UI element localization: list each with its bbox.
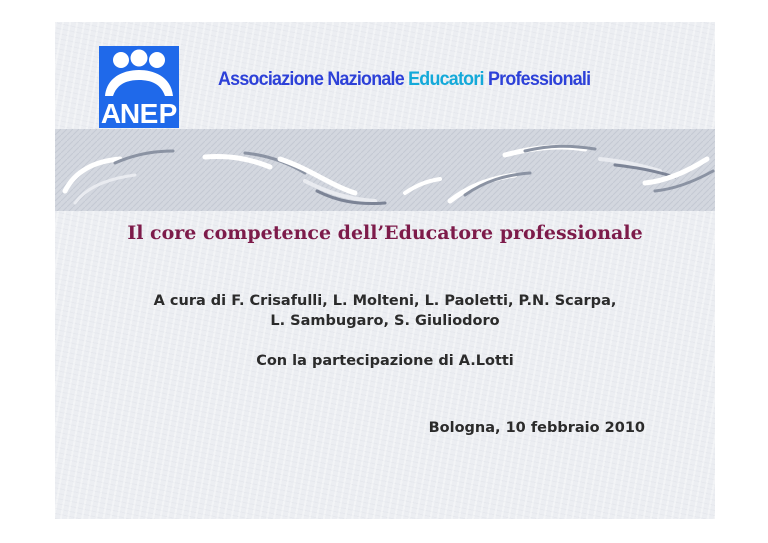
slide (55, 22, 715, 519)
authors-line-1: A cura di F. Crisafulli, L. Molteni, L. Paoletti, P.N. Scarpa, (153, 293, 617, 309)
logo-letter-n: N (119, 98, 141, 128)
org-name-part3: Professionali (483, 69, 591, 90)
logo-letter-a: A (100, 98, 122, 128)
decorative-band (55, 129, 715, 211)
date-place: Bologna, 10 febbraio 2010 (428, 420, 645, 436)
organization-name (218, 69, 590, 91)
logo-letter-e: E (139, 98, 159, 128)
anep-logo (99, 46, 179, 128)
authors-block (55, 291, 715, 331)
org-name-highlight: Educatori (408, 69, 484, 90)
participation-note: Con la partecipazione di A.Lotti (256, 353, 514, 369)
authors-line-2: L. Sambugaro, S. Giuliodoro (270, 313, 500, 329)
logo-letter-p: P (158, 98, 178, 128)
presentation-title: Il core competence dell’Educatore professionale (127, 222, 643, 244)
org-name-part1: Associazione Nazionale (218, 69, 409, 90)
